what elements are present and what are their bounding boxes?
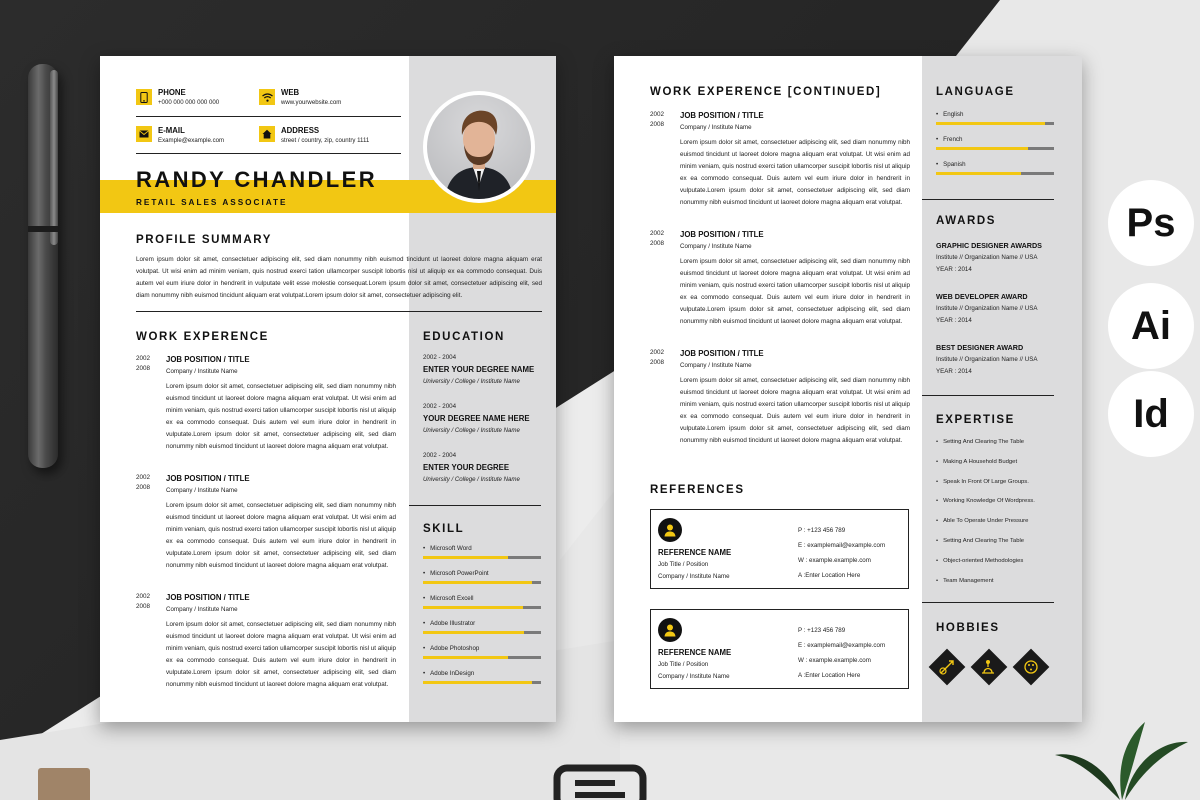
job-description: Lorem ipsum dolor sit amet, consectetuer adipiscing elit, sed diam nonummy nibh euismod tincidunt ut laoreet dolore magna aliquam erat volutpat. Ut wisi enim ad minim veniam, quis nostrud exerci tation ullamcorper suscipit lobortis nisl ut aliquip ex ea commodo consequat. Duis autem vel eum iriure dolor in hendrerit in vulputate.Lorem ipsum dolor sit amet, consectetuer adipiscing elit, sed diam nonummy nibh euismod tincidunt ut laoreet dolore magna aliquam erat volutpat. [166, 383, 396, 450]
person-name: RANDY CHANDLER [136, 167, 377, 192]
reference-phone: P : +123 456 789 [798, 627, 846, 634]
language-bar-fill [936, 122, 1045, 125]
skill-bar-fill [423, 631, 524, 634]
language-name: • Spanish [936, 161, 966, 168]
reference-name: REFERENCE NAME [658, 648, 732, 657]
hobbies-heading: HOBBIES [936, 622, 1000, 634]
language-bar [936, 147, 1054, 150]
education-years: 2002 - 2004 [423, 354, 457, 361]
job-title: JOB POSITION / TITLE [166, 355, 250, 364]
work-heading: WORK EXPERENCE [136, 331, 269, 343]
expertise-item: • Able To Operate Under Pressure [936, 518, 1028, 524]
job-company: Company / Institute Name [680, 362, 752, 369]
divider [922, 395, 1054, 396]
divider [136, 311, 542, 312]
award-year: YEAR : 2014 [936, 368, 972, 375]
reference-card [650, 509, 909, 589]
job-title: JOB POSITION / TITLE [166, 474, 250, 483]
expertise-heading: EXPERTISE [936, 414, 1015, 426]
award-title: WEB DEVELOPER AWARD [936, 292, 1028, 301]
divider [922, 602, 1054, 603]
language-bar-fill [936, 172, 1021, 175]
job-years: 2002 2008 [650, 111, 665, 128]
expertise-item: • Making A Household Budget [936, 459, 1017, 465]
language-bar-fill [936, 147, 1028, 150]
reference-phone: P : +123 456 789 [798, 527, 846, 534]
divider [136, 153, 401, 154]
reference-email: E : examplemail@example.com [798, 542, 886, 549]
job-description: Lorem ipsum dolor sit amet, consectetuer adipiscing elit, sed diam nonummy nibh euismod tincidunt ut laoreet dolore magna aliquam erat volutpat. Ut wisi enim ad minim veniam, quis nostrud exerci tation ullamcorper suscipit lobortis nisl ut aliquip ex ea commodo consequat. Duis autem vel eum iriure dolor in hendrerit in vulputate.Lorem ipsum dolor sit amet, consectetuer adipiscing elit, sed diam nonummy nibh euismod tincidunt ut laoreet dolore magna aliquam erat volutpat. [166, 621, 396, 688]
skill-name: • Adobe Photoshop [423, 645, 479, 652]
award-title: GRAPHIC DESIGNER AWARDS [936, 241, 1042, 250]
skill-bar [423, 606, 541, 609]
resume-page-1 [100, 56, 556, 722]
reference-company: Company / Institute Name [658, 673, 730, 680]
job-title: JOB POSITION / TITLE [166, 593, 250, 602]
email-value: Example@example.com [158, 137, 225, 144]
education-heading: EDUCATION [423, 331, 505, 343]
profile-heading: PROFILE SUMMARY [136, 234, 273, 246]
award-org: Institute // Organization Name // USA [936, 305, 1038, 312]
job-years: 2002 2008 [650, 349, 665, 366]
reference-email: E : examplemail@example.com [798, 642, 886, 649]
award-title: BEST DESIGNER AWARD [936, 343, 1024, 352]
reference-company: Company / Institute Name [658, 573, 730, 580]
user-icon [658, 518, 682, 542]
reference-job: Job Title / Position [658, 661, 709, 668]
expertise-item: • Speak In Front Of Large Groups. [936, 479, 1029, 485]
address-label: ADDRESS [281, 126, 320, 135]
printer-icon [535, 764, 665, 800]
education-degree: ENTER YOUR DEGREE [423, 463, 510, 472]
skill-bar-fill [423, 606, 523, 609]
plant-icon [1050, 720, 1190, 800]
address-value: street / country, zip, country 1111 [281, 137, 370, 144]
skill-bar [423, 681, 541, 684]
avatar [423, 91, 535, 203]
education-degree: ENTER YOUR DEGREE NAME [423, 365, 535, 374]
divider [409, 505, 541, 506]
job-description: Lorem ipsum dolor sit amet, consectetuer adipiscing elit, sed diam nonummy nibh euismod tincidunt ut laoreet dolore magna aliquam erat volutpat. Ut wisi enim ad minim veniam, quis nostrud exerci tation ullamcorper suscipit lobortis nisl ut aliquip ex ea commodo consequat. Duis autem vel eum iriure dolor in hendrerit in vulputate.Lorem ipsum dolor sit amet, consectetuer adipiscing elit, sed diam nonummy nibh euismod tincidunt ut laoreet dolore magna aliquam erat volutpat. [680, 139, 910, 206]
expertise-item: • Setting And Clearing The Table [936, 439, 1024, 445]
illustrator-badge-icon: Ai [1108, 283, 1194, 369]
person-photo-icon [427, 95, 531, 199]
skill-name: • Microsoft Word [423, 545, 472, 552]
references-heading: REFERENCES [650, 484, 745, 496]
education-years: 2002 - 2004 [423, 403, 457, 410]
language-bar [936, 122, 1054, 125]
skill-bar-fill [423, 581, 532, 584]
reference-job: Job Title / Position [658, 561, 709, 568]
home-icon [259, 126, 275, 142]
job-title: JOB POSITION / TITLE [680, 230, 764, 239]
phone-value: +000 000 000 000 000 [158, 99, 220, 106]
job-description: Lorem ipsum dolor sit amet, consectetuer adipiscing elit, sed diam nonummy nibh euismod tincidunt ut laoreet dolore magna aliquam erat volutpat. Ut wisi enim ad minim veniam, quis nostrud exerci tation ullamcorper suscipit lobortis nisl ut aliquip ex ea commodo consequat. Duis autem vel eum iriure dolor in hendrerit in vulputate.Lorem ipsum dolor sit amet, consectetuer adipiscing elit, sed diam nonummy nibh euismod tincidunt ut laoreet dolore magna aliquam erat volutpat. [680, 377, 910, 444]
skill-name: • Microsoft Excell [423, 595, 474, 602]
language-name: • French [936, 136, 962, 143]
award-org: Institute // Organization Name // USA [936, 254, 1038, 261]
language-name: • English [936, 111, 963, 118]
job-company: Company / Institute Name [166, 487, 238, 494]
reference-web: W : example.example.com [798, 557, 871, 564]
expertise-item: • Object-oriented Methodologies [936, 558, 1023, 564]
education-school: University / College / Institute Name [423, 378, 520, 385]
reference-name: REFERENCE NAME [658, 548, 732, 557]
pen-band [28, 226, 58, 232]
wifi-icon [259, 89, 275, 105]
expertise-item: • Setting And Clearing The Table [936, 538, 1024, 544]
job-company: Company / Institute Name [680, 124, 752, 131]
skill-heading: SKILL [423, 523, 465, 535]
expertise-item: • Team Management [936, 578, 994, 584]
reference-web: W : example.example.com [798, 657, 871, 664]
reference-card [650, 609, 909, 689]
job-years: 2002 2008 [650, 230, 665, 247]
job-years: 2002 2008 [136, 593, 151, 610]
phone-icon [136, 89, 152, 105]
award-org: Institute // Organization Name // USA [936, 356, 1038, 363]
skill-name: • Adobe InDesign [423, 670, 474, 677]
web-value: www.yourwebsite.com [281, 99, 342, 106]
job-description: Lorem ipsum dolor sit amet, consectetuer adipiscing elit, sed diam nonummy nibh euismod tincidunt ut laoreet dolore magna aliquam erat volutpat. Ut wisi enim ad minim veniam, quis nostrud exerci tation ullamcorper suscipit lobortis nisl ut aliquip ex ea commodo consequat. Duis autem vel eum iriure dolor in hendrerit in vulputate.Lorem ipsum dolor sit amet, consectetuer adipiscing elit, sed diam nonummy nibh euismod tincidunt ut laoreet dolore magna aliquam erat volutpat. [166, 502, 396, 569]
job-company: Company / Institute Name [680, 243, 752, 250]
education-school: University / College / Institute Name [423, 427, 520, 434]
email-label: E-MAIL [158, 126, 185, 135]
awards-heading: AWARDS [936, 215, 997, 227]
divider [922, 199, 1054, 200]
divider [136, 116, 401, 117]
profile-text: Lorem ipsum dolor sit amet, consectetuer adipiscing elit, sed diam nonummy nibh euismod tincidunt ut laoreet dolore magna aliquam erat volutpat. Ut wisi enim ad minim veniam, quis nostrud exerci tation ullamcorper suscipit lobortis nisl ut aliquip ex ea commodo consequat. Duis autem vel eum iriure dolor in hendrerit in vulputate velit esse molestie consequat.Lorem ipsum dolor sit amet, consectetuer adipiscing elit, sed diam nonummy nibh euismod tincidunt aliquam erat volutpat.Lorem ipsum dolor sit amet, consectetuer adipiscing elit. [136, 256, 542, 299]
wood-block [38, 768, 90, 800]
skill-bar [423, 656, 541, 659]
reference-address: A :Enter Location Here [798, 672, 861, 679]
award-year: YEAR : 2014 [936, 317, 972, 324]
job-title: JOB POSITION / TITLE [680, 111, 764, 120]
resume-page-2 [614, 56, 1082, 722]
web-label: WEB [281, 88, 300, 97]
person-role: RETAIL SALES ASSOCIATE [136, 198, 288, 207]
job-title: JOB POSITION / TITLE [680, 349, 764, 358]
user-icon [658, 618, 682, 642]
job-company: Company / Institute Name [166, 606, 238, 613]
skill-name: • Microsoft PowerPoint [423, 570, 489, 577]
job-company: Company / Institute Name [166, 368, 238, 375]
job-description: Lorem ipsum dolor sit amet, consectetuer adipiscing elit, sed diam nonummy nibh euismod tincidunt ut laoreet dolore magna aliquam erat volutpat. Ut wisi enim ad minim veniam, quis nostrud exerci tation ullamcorper suscipit lobortis nisl ut aliquip ex ea commodo consequat. Duis autem vel eum iriure dolor in hendrerit in vulputate.Lorem ipsum dolor sit amet, consectetuer adipiscing elit, sed diam nonummy nibh euismod tincidunt ut laoreet dolore magna aliquam erat volutpat. [680, 258, 910, 325]
work-continued-heading: WORK EXPERENCE [CONTINUED] [650, 86, 882, 98]
skill-name: • Adobe Illustrator [423, 620, 475, 627]
education-years: 2002 - 2004 [423, 452, 457, 459]
reference-address: A :Enter Location Here [798, 572, 861, 579]
photoshop-badge-icon: Ps [1108, 180, 1194, 266]
email-icon [136, 126, 152, 142]
hobby-glyphs [934, 654, 1046, 680]
skill-bar-fill [423, 681, 532, 684]
job-years: 2002 2008 [136, 474, 151, 491]
job-years: 2002 2008 [136, 355, 151, 372]
pen-clip [50, 70, 58, 245]
skill-bar-fill [423, 656, 508, 659]
phone-label: PHONE [158, 88, 186, 97]
education-degree: YOUR DEGREE NAME HERE [423, 414, 530, 423]
language-bar [936, 172, 1054, 175]
skill-bar [423, 581, 541, 584]
expertise-item: • Working Knowledge Of Wordpress. [936, 498, 1035, 504]
skill-bar [423, 556, 541, 559]
indesign-badge-icon: Id [1108, 371, 1194, 457]
skill-bar-fill [423, 556, 508, 559]
skill-bar [423, 631, 541, 634]
language-heading: LANGUAGE [936, 86, 1015, 98]
award-year: YEAR : 2014 [936, 266, 972, 273]
education-school: University / College / Institute Name [423, 476, 520, 483]
